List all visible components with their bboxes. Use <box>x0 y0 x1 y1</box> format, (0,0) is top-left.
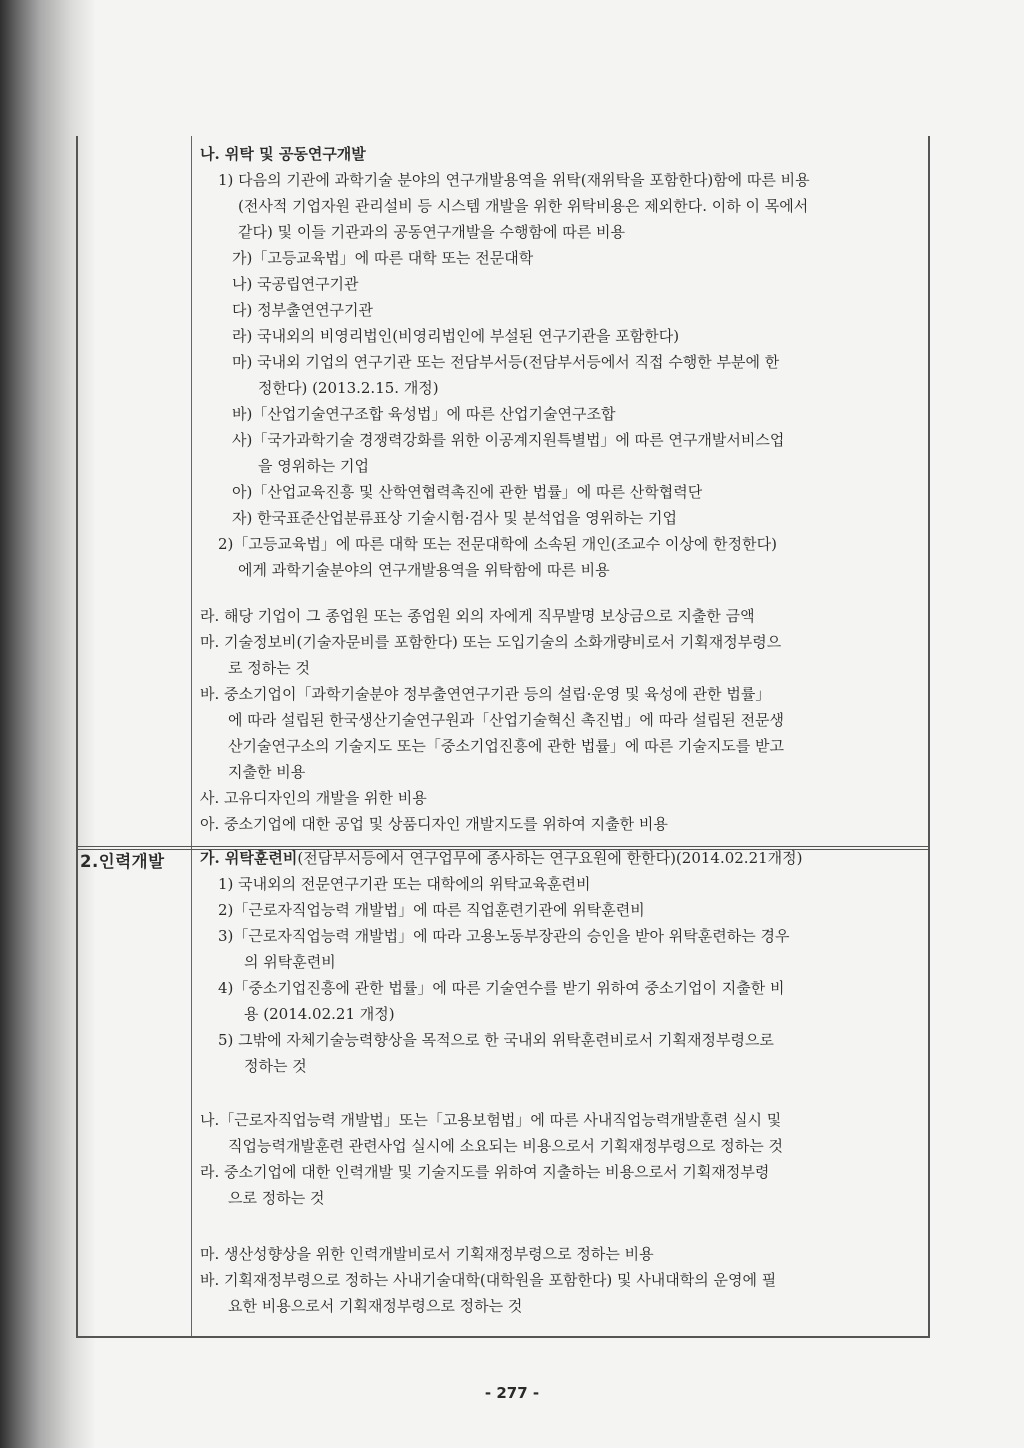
text-line: 1) 국내외의 전문연구기관 또는 대학에의 위탁교육훈련비 <box>218 875 591 893</box>
text-line: 아)「산업교육진흥 및 산학연협력촉진에 관한 법률」에 따른 산학협력단 <box>232 483 703 501</box>
text-line: 2)「근로자직업능력 개발법」에 따른 직업훈련기관에 위탁훈련비 <box>218 901 645 919</box>
text-line: 가. 위탁훈련비(전담부서등에서 연구업무에 종사하는 연구요원에 한한다)(2014.02.21개정) <box>200 849 803 867</box>
text-line: 사)「국가과학기술 경쟁력강화를 위한 이공계지원특별법」에 따른 연구개발서비스업 <box>232 431 785 449</box>
text-line: 로 정하는 것 <box>228 659 310 677</box>
text-line: 지출한 비용 <box>228 763 306 781</box>
text-line: 같다) 및 이들 기관과의 공동연구개발을 수행함에 따른 비용 <box>238 223 625 241</box>
text-line: 자) 한국표준산업분류표상 기술시험·검사 및 분석업을 영위하는 기업 <box>232 509 677 527</box>
text-line: 5) 그밖에 자체기술능력향상을 목적으로 한 국내외 위탁훈련비로서 기획재정부령으로 <box>218 1031 774 1049</box>
text-line: 나) 국공립연구기관 <box>232 275 359 293</box>
page-number: - 277 - <box>484 1384 540 1402</box>
text-line: 산기술연구소의 기술지도 또는「중소기업진흥에 관한 법률」에 따른 기술지도를 받고 <box>228 737 785 755</box>
text-line: 라. 중소기업에 대한 인력개발 및 기술지도를 위하여 지출하는 비용으로서 기획재정부령 <box>200 1163 770 1181</box>
text-line: 3)「근로자직업능력 개발법」에 따라 고용노동부장관의 승인을 받아 위탁훈련하는 경우 <box>218 927 790 945</box>
text-line: 마. 생산성향상을 위한 인력개발비로서 기획재정부령으로 정하는 비용 <box>200 1245 654 1263</box>
text-line: 2)「고등교육법」에 따른 대학 또는 전문대학에 소속된 개인(조교수 이상에 한정한다) <box>218 535 777 553</box>
text-line: 라. 해당 기업이 그 종업원 또는 종업원 외의 자에게 직무발명 보상금으로 지출한 금액 <box>200 607 755 625</box>
text-line: 에 따라 설립된 한국생산기술연구원과「산업기술혁신 촉진법」에 따라 설립된 전문생 <box>228 711 785 729</box>
text-line: 직업능력개발훈련 관련사업 실시에 소요되는 비용으로서 기획재정부령으로 정하는 것 <box>228 1137 784 1155</box>
text-line: 의 위탁훈련비 <box>244 953 336 971</box>
text-line: 을 영위하는 기업 <box>258 457 369 475</box>
text-line: 나. 위탁 및 공동연구개발 <box>200 145 366 163</box>
text-line: 다) 정부출연연구기관 <box>232 301 374 319</box>
text-line: 정하는 것 <box>244 1057 307 1075</box>
text-line: 마. 기술정보비(기술자문비를 포함한다) 또는 도입기술의 소화개량비로서 기획재정부령으 <box>200 633 782 651</box>
text-line: 으로 정하는 것 <box>228 1189 325 1207</box>
text-line: 가)「고등교육법」에 따른 대학 또는 전문대학 <box>232 249 534 267</box>
text-line: 에게 과학기술분야의 연구개발용역을 위탁함에 따른 비용 <box>238 561 610 579</box>
text-line: (전사적 기업자원 관리설비 등 시스템 개발을 위한 위탁비용은 제외한다. 이하 이 목에서 <box>238 197 809 215</box>
text-line: 라) 국내외의 비영리법인(비영리법인에 부설된 연구기관을 포함한다) <box>232 327 680 345</box>
text-line: 정한다) (2013.2.15. 개정) <box>258 379 439 397</box>
text-line: 나.「근로자직업능력 개발법」또는「고용보험법」에 따른 사내직업능력개발훈련 실시 및 <box>200 1111 782 1129</box>
text-line: 마) 국내외 기업의 연구기관 또는 전담부서등(전담부서등에서 직접 수행한 부분에 한 <box>232 353 780 371</box>
text-line: 바)「산업기술연구조합 육성법」에 따른 산업기술연구조합 <box>232 405 616 423</box>
text-line: 1) 다음의 기관에 과학기술 분야의 연구개발용역을 위탁(재위탁을 포함한다)함에 따른 비용 <box>218 171 810 189</box>
text-line: 4)「중소기업진흥에 관한 법률」에 따른 기술연수를 받기 위하여 중소기업이 지출한 비 <box>218 979 785 997</box>
text-line: 아. 중소기업에 대한 공업 및 상품디자인 개발지도를 위하여 지출한 비용 <box>200 815 668 833</box>
column-divider <box>191 136 192 1336</box>
text-line: 바. 중소기업이「과학기술분야 정부출연연구기관 등의 설립·운영 및 육성에 관한 법률」 <box>200 685 771 703</box>
text-line: 용 (2014.02.21 개정) <box>244 1005 395 1023</box>
text-line: 바. 기획재정부령으로 정하는 사내기술대학(대학원을 포함한다) 및 사내대학의 운영에 필 <box>200 1271 777 1289</box>
bold-heading: 가. 위탁훈련비 <box>200 849 298 867</box>
category-label: 2.인력개발 <box>80 852 165 871</box>
text-line: 사. 고유디자인의 개발을 위한 비용 <box>200 789 427 807</box>
text-line: 요한 비용으로서 기획재정부령으로 정하는 것 <box>228 1297 523 1315</box>
